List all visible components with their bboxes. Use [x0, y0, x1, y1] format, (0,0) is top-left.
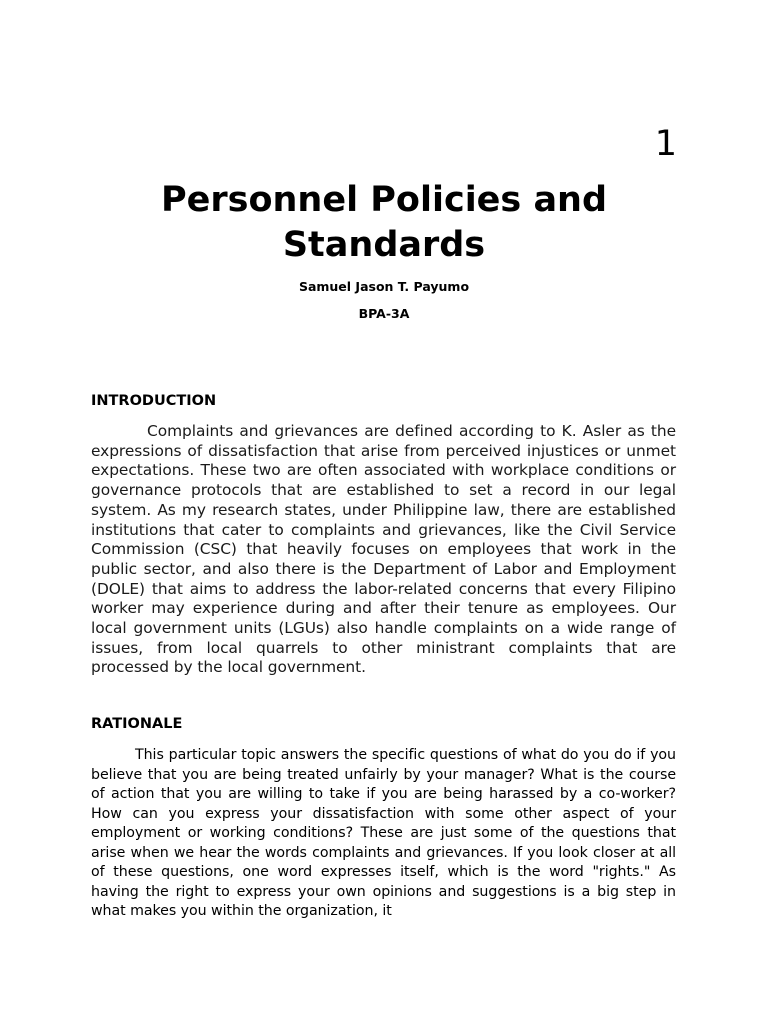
rationale-heading: RATIONALE [91, 716, 183, 732]
author-name: Samuel Jason T. Payumo [298, 279, 470, 294]
introduction-heading: INTRODUCTION [91, 393, 217, 409]
page-number: 1 [654, 124, 677, 164]
document-title: Personnel Policies and Standards [160, 180, 608, 265]
rationale-paragraph: This particular topic answers the specific questions of what do you do if you believe that you are being treated unfairly by your manager? What is the course of action that you are willing to take if you are being harassed by a co-worker? How can you express your dissatisfaction with some other aspect of your employment or working conditions? These are just some of the questions that arise when we hear the words complaints and grievances. If you look closer at all of these questions, one word expresses itself, which is the word "rights." As having the right to express your own opinions and suggestions is a big step in what makes you within the organization, it [91, 747, 676, 919]
introduction-paragraph: Complaints and grievances are defined according to K. Asler as the expressions of dissatisfaction that arise from perceived injustices or unmet expectations. These two are often associated with workplace conditions or governance protocols that are established to set a record in our legal system. As my research states, under Philippine law, there are established institutions that cater to complaints and grievances, like the Civil Service Commission (CSC) that heavily focuses on employees that work in the public sector, and also there is the Department of Labor and Employment (DOLE) that aims to address the labor-related concerns that every Filipino worker may experience during and after their tenure as employees. Our local government units (LGUs) also handle complaints on a wide range of issues, from local quarrels to other ministrant complaints that are processed by the local government. [91, 422, 676, 677]
section-label: BPA-3A [358, 306, 410, 321]
